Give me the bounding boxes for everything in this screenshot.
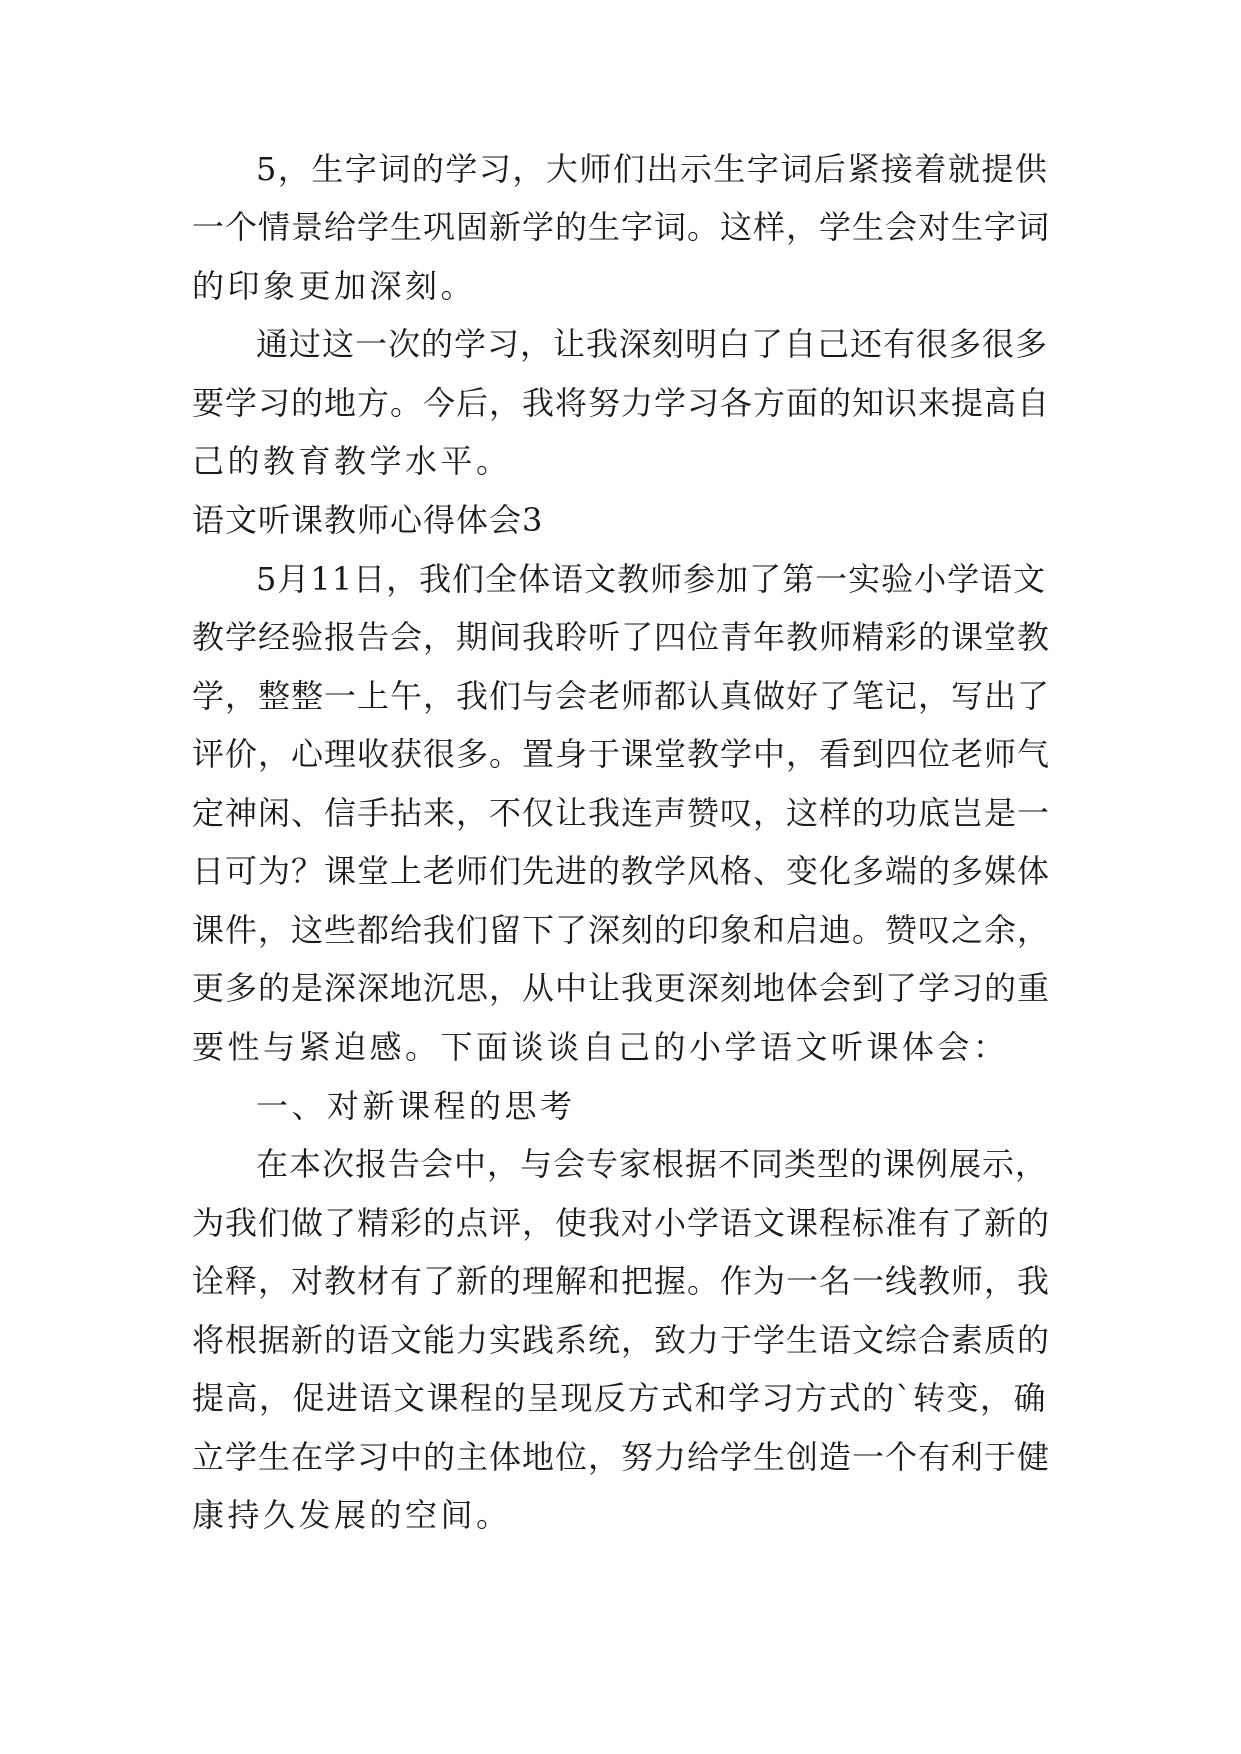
paragraph-line: 学，整整一上午，我们与会老师都认真做好了笔记，写出了 — [192, 677, 1051, 715]
paragraph-line: 己的教育教学水平。 — [192, 442, 512, 480]
paragraph-line: 在本次报告会中，与会专家根据不同类型的课例展示， — [256, 1145, 1049, 1183]
paragraph-line: 的印象更加深刻。 — [192, 267, 477, 305]
paragraph-line: 通过这一次的学习，让我深刻明白了自己还有很多很多 — [256, 325, 1049, 363]
paragraph-line: 更多的是深深地沉思，从中让我更深刻地体会到了学习的重 — [192, 969, 1051, 1007]
paragraph-line: 康持久发展的空间。 — [192, 1496, 512, 1534]
paragraph-line: 5月11日，我们全体语文教师参加了第一实验小学语文 — [256, 560, 1047, 598]
paragraph-line: 5，生字词的学习，大师们出示生字词后紧接着就提供 — [256, 150, 1049, 188]
paragraph-line: 诠释，对教材有了新的理解和把握。作为一名一线教师，我 — [192, 1262, 1051, 1300]
paragraph-line: 要性与紧迫感。下面谈谈自己的小学语文听课体会： — [192, 1028, 1009, 1066]
paragraph-line: 将根据新的语文能力实践系统，致力于学生语文综合素质的 — [192, 1321, 1051, 1359]
paragraph-line: 评价，心理收获很多。置身于课堂教学中，看到四位老师气 — [192, 735, 1051, 773]
section-heading: 语文听课教师心得体会3 — [192, 501, 544, 539]
paragraph-line: 提高，促进语文课程的呈现反方式和学习方式的`转变，确 — [192, 1379, 1048, 1417]
paragraph-line: 课件，这些都给我们留下了深刻的印象和启迪。赞叹之余， — [192, 911, 1051, 949]
paragraph-line: 立学生在学习中的主体地位，努力给学生创造一个有利于健 — [192, 1438, 1051, 1476]
paragraph-line: 定神闲、信手拈来，不仅让我连声赞叹，这样的功底岂是一 — [192, 794, 1051, 832]
paragraph-line: 要学习的地方。今后，我将努力学习各方面的知识来提高自 — [192, 384, 1051, 422]
paragraph-line: 为我们做了精彩的点评，使我对小学语文课程标准有了新的 — [192, 1204, 1051, 1242]
subsection-heading: 一、对新课程的思考 — [256, 1087, 576, 1125]
paragraph-line: 一个情景给学生巩固新学的生字词。这样，学生会对生字词 — [192, 208, 1051, 246]
paragraph-line: 日可为？课堂上老师们先进的教学风格、变化多端的多媒体 — [192, 852, 1051, 890]
paragraph-line: 教学经验报告会，期间我聆听了四位青年教师精彩的课堂教 — [192, 618, 1051, 656]
